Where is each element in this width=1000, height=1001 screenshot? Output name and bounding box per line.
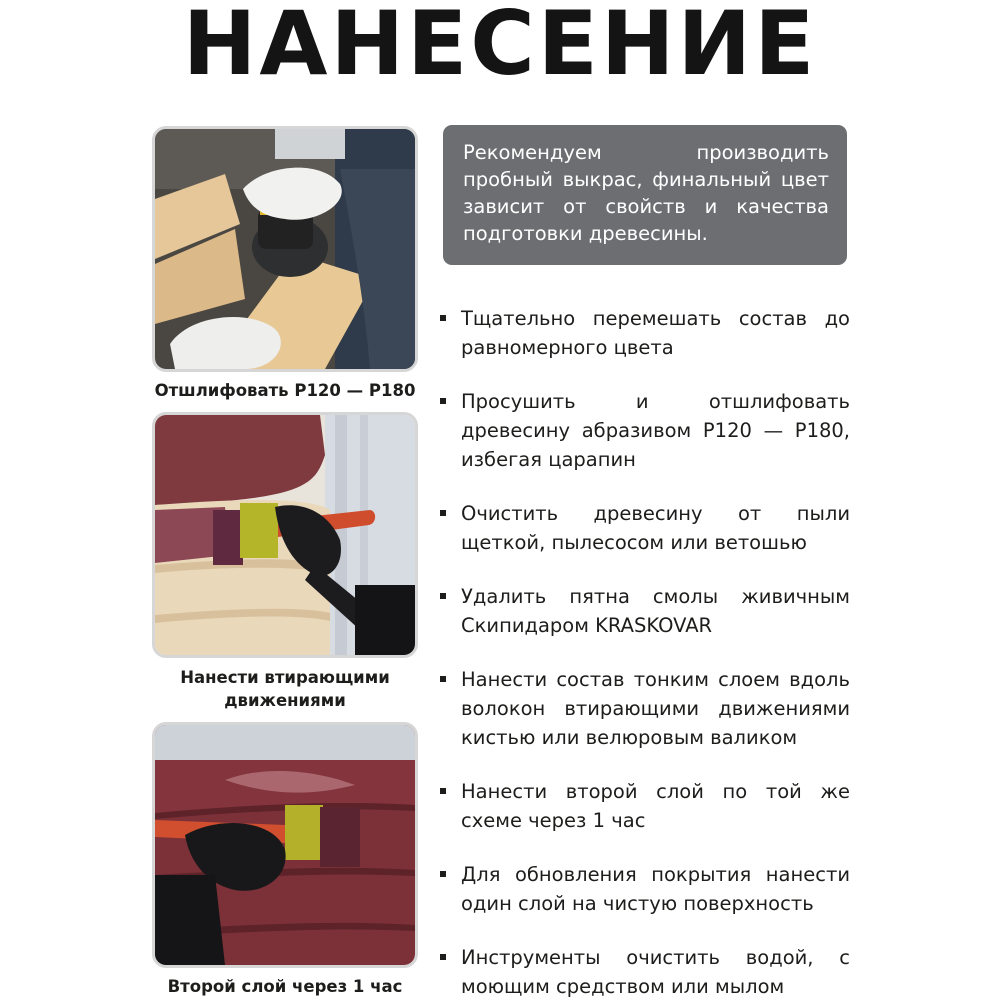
bullet-icon [440,676,446,682]
step-text: Тщательно перемешать состав до равномерного цвета [461,307,850,359]
list-item [440,943,850,1001]
step-text: Для обновления покрытия нанести один слой на чистую поверхность [461,863,850,915]
sanding-photo [152,126,418,372]
list-item [440,777,850,835]
page-title: НАНЕСЕНИЕ [182,0,818,95]
second-coat-photo [152,722,418,968]
bullet-icon [440,510,446,516]
recommendation-note: Рекомендуем производить пробный выкрас, финальный цвет зависит от свойств и качества подготовки древесины. [443,125,847,265]
step-text: Удалить пятна смолы живичным Скипидаром KRASKOVAR [461,585,850,637]
step-text: Просушить и отшлифовать древесину абразивом Р120 — Р180, избегая царапин [461,390,850,471]
list-item [440,582,850,640]
bullet-icon [440,315,446,321]
step-text: Нанести состав тонким слоем вдоль волокон втирающими движениями кистью или велюровым валиком [461,668,850,749]
step-text: Инструменты очистить водой, с моющим средством или мылом [461,946,850,998]
brushing-photo [152,412,418,658]
step-text: Очистить древесину от пыли щеткой, пылесосом или ветошью [461,502,850,554]
list-item [440,304,850,362]
list-item [440,387,850,474]
list-item [440,665,850,752]
bullet-icon [440,593,446,599]
list-item [440,860,850,918]
second-coat-caption: Второй слой через 1 час [167,977,403,996]
sanding-caption: Отшлифовать Р120 — Р180 [154,381,416,400]
brushing-caption: Нанести втирающими движениями [180,668,390,710]
list-item [440,499,850,557]
bullet-icon [440,398,446,404]
bullet-icon [440,871,446,877]
bullet-icon [440,788,446,794]
bullet-icon [440,954,446,960]
step-text: Нанести второй слой по той же схеме через 1 час [461,780,850,832]
